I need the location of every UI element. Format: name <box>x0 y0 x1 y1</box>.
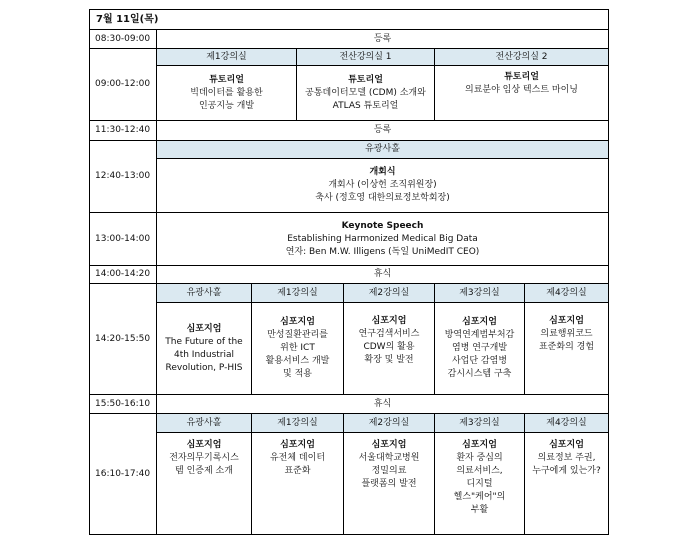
session-title-line: 디지털 <box>466 479 493 489</box>
session-title-line: 플랫폼의 발전 <box>361 479 417 489</box>
session-type: 심포지엄 <box>462 317 497 327</box>
session-type: 심포지엄 <box>549 440 584 450</box>
session-title-line: 활용서비스 개발 <box>265 356 330 366</box>
session-cell <box>435 66 609 121</box>
room-header-row <box>90 141 609 159</box>
room-header: 유광사홀 <box>157 414 252 433</box>
opening-line: 축사 (정호영 대한의료정보학회장) <box>315 193 450 203</box>
session-title-line: 감시시스템 구축 <box>447 369 512 379</box>
session-title-line: 전자의무기록시스 <box>169 453 239 463</box>
schedule-table <box>89 9 609 535</box>
session-type: 심포지엄 <box>186 440 222 450</box>
session-title-line: 의료서비스, <box>456 466 503 476</box>
session-title-line: 의료정보 주권, <box>537 453 596 463</box>
time-cell: 13:00-14:00 <box>90 213 157 266</box>
session-row <box>90 303 609 395</box>
keynote-cell <box>157 213 609 266</box>
registration-cell: 등록 <box>157 30 609 49</box>
session-type: 심포지엄 <box>186 323 222 334</box>
session-title-line: 사업단 감염병 <box>451 356 508 366</box>
session-title-line: 의료행위코드 <box>540 329 593 339</box>
session-title-line: 빅데이터를 활용한 <box>190 87 263 98</box>
session-title-line: 누구에게 있는가? <box>532 466 601 476</box>
session-title-line: 위한 ICT <box>280 343 315 353</box>
session-type: 심포지엄 <box>371 316 407 326</box>
session-type: 심포지엄 <box>280 440 315 450</box>
session-row <box>90 66 609 121</box>
session-title-line: 의료분야 임상 텍스트 마이닝 <box>465 85 578 95</box>
schedule-row <box>90 30 609 49</box>
session-type: 심포지엄 <box>371 440 407 450</box>
room-header-row <box>90 414 609 433</box>
session-cell <box>435 433 525 535</box>
room-header: 전산강의실 1 <box>297 49 435 66</box>
room-header: 제3강의실 <box>435 414 525 433</box>
room-header: 제2강의실 <box>344 284 435 303</box>
opening-title: 개회식 <box>369 167 396 177</box>
session-cell <box>344 303 435 395</box>
opening-line: 개회사 (이상헌 조직위원장) <box>328 180 437 190</box>
break-cell: 휴식 <box>157 395 609 414</box>
registration-cell: 등록 <box>157 121 609 141</box>
time-cell: 09:00-12:00 <box>90 49 157 121</box>
schedule-row <box>90 213 609 266</box>
session-title-line: 4th Industrial <box>173 349 235 360</box>
session-cell <box>525 433 609 535</box>
session-title-line: 부활 <box>470 505 489 515</box>
session-cell <box>297 66 435 121</box>
room-header: 제1강의실 <box>252 284 344 303</box>
room-header: 유광사홀 <box>157 284 252 303</box>
room-header-row <box>90 284 609 303</box>
session-title-line: 및 적용 <box>283 369 312 379</box>
room-header: 제1강의실 <box>157 49 297 66</box>
room-header: 제4강의실 <box>525 414 609 433</box>
room-header: 전산강의실 2 <box>435 49 609 66</box>
session-cell <box>157 66 297 121</box>
time-cell: 15:50-16:10 <box>90 395 157 414</box>
time-cell: 12:40-13:00 <box>90 141 157 213</box>
session-title-line: 만성질환관리를 <box>267 330 328 340</box>
time-cell: 11:30-12:40 <box>90 121 157 141</box>
session-type: 심포지엄 <box>280 317 315 327</box>
session-type: 튜토리얼 <box>209 74 244 85</box>
room-header: 제4강의실 <box>525 284 609 303</box>
time-cell: 14:00-14:20 <box>90 266 157 284</box>
session-title-line: CDW의 활용 <box>363 342 415 352</box>
session-title-line: 유전체 데이터 <box>269 453 326 463</box>
room-header: 유광사홀 <box>157 141 609 159</box>
time-cell: 14:20-15:50 <box>90 284 157 395</box>
session-cell <box>252 303 344 395</box>
time-cell: 08:30-09:00 <box>90 30 157 49</box>
session-title-line: 인공지능 개발 <box>198 100 255 111</box>
session-title-line: 연구검색서비스 <box>358 329 420 339</box>
date-row <box>90 10 609 30</box>
session-title-line: 염병 연구개발 <box>451 343 508 353</box>
session-title-line: Revolution, P-HIS <box>165 362 243 373</box>
session-title-line: The Future of the <box>165 336 243 347</box>
session-cell <box>344 433 435 535</box>
session-title-line: 표준화 <box>284 466 311 476</box>
session-type: 튜토리얼 <box>504 72 539 82</box>
session-row <box>90 433 609 535</box>
date-heading: 7월 11일(목) <box>90 10 609 30</box>
session-type: 심포지엄 <box>462 440 497 450</box>
session-type: 튜토리얼 <box>348 74 383 85</box>
session-title-line: 방역연계범부처감 <box>444 330 515 340</box>
session-cell <box>157 303 252 395</box>
schedule-row <box>90 121 609 141</box>
keynote-speaker: 연자: Ben M.W. Illigens (독일 UniMedIT CEO) <box>285 246 480 257</box>
session-title-line: 헬스"케어"의 <box>453 492 506 502</box>
session-title-line: 템 인증제 소개 <box>175 466 233 476</box>
session-title-line: 확장 및 발전 <box>364 355 414 365</box>
room-header-row <box>90 49 609 66</box>
room-header: 제2강의실 <box>344 414 435 433</box>
room-header: 제1강의실 <box>252 414 344 433</box>
session-title-line: 서울대학교병원 <box>358 453 420 463</box>
session-title-line: 공통데이터모델 (CDM) 소개와 <box>305 87 426 98</box>
session-cell <box>525 303 609 395</box>
session-title-line: ATLAS 튜토리얼 <box>332 100 399 111</box>
session-cell <box>252 433 344 535</box>
session-title-line: 표준화의 경험 <box>538 342 595 352</box>
session-cell <box>435 303 525 395</box>
schedule-row <box>90 266 609 284</box>
session-cell <box>157 433 252 535</box>
session-type: 심포지엄 <box>549 316 584 326</box>
keynote-subtitle: Establishing Harmonized Medical Big Data <box>287 233 478 244</box>
room-header: 제3강의실 <box>435 284 525 303</box>
keynote-title: Keynote Speech <box>341 220 424 231</box>
opening-cell <box>157 159 609 213</box>
time-cell: 16:10-17:40 <box>90 414 157 535</box>
session-title-line: 환자 중심의 <box>456 453 503 463</box>
session-row <box>90 159 609 213</box>
session-title-line: 정밀의료 <box>371 466 407 476</box>
break-cell: 휴식 <box>157 266 609 284</box>
schedule-row <box>90 395 609 414</box>
